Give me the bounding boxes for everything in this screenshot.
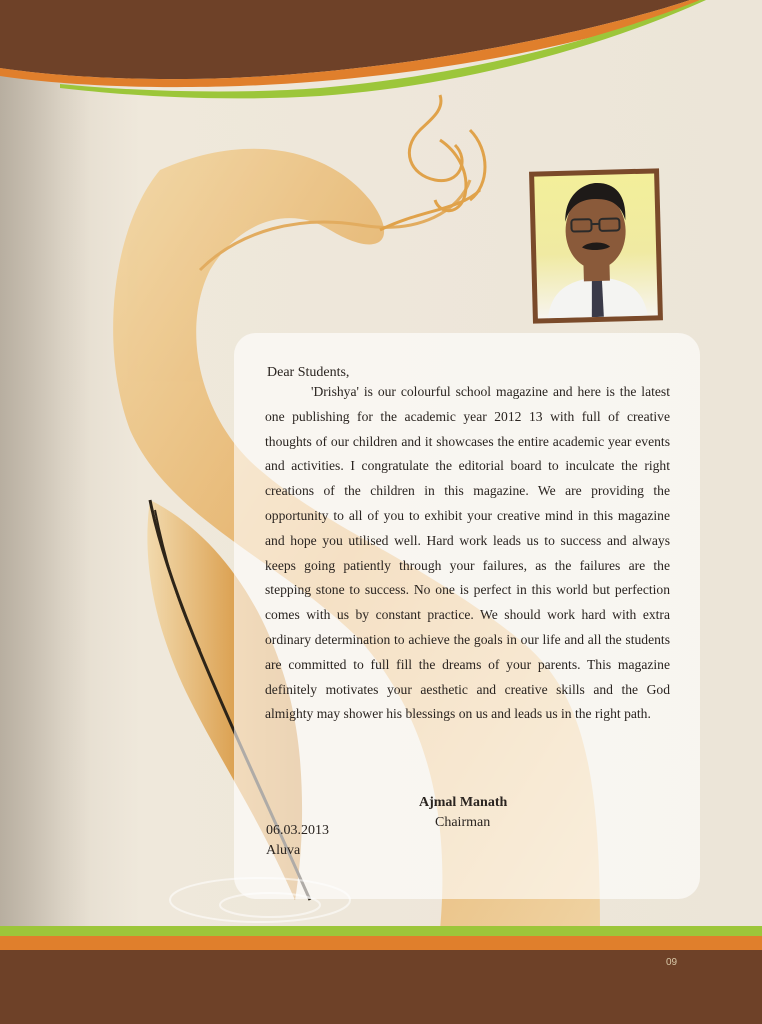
bottom-banner (0, 926, 762, 1024)
chairman-portrait (534, 173, 658, 318)
page-number: 09 (666, 957, 678, 968)
top-wave-banner (0, 0, 706, 98)
letter-body (265, 380, 670, 727)
letter-place: Aluva (266, 843, 301, 858)
signatory-title: Chairman (435, 815, 491, 830)
chairman-photo-frame (529, 168, 663, 323)
letter-greeting: Dear Students, (267, 365, 350, 380)
ornament-curl-icon (380, 95, 485, 230)
letter-body-text: 'Drishya' is our colourful school magazine and here is the latest one publishing for the academic year 2012 13 with full of creative thoughts of our children and it showcases the entire academic year events and activities. I congratulate the editorial board to inculcate the right creations of the children in this magazine. We are providing the opportunity to all of you to exhibit your creative mind in this magazine and hope you utilised well. Hard work leads us to success and always keeps going patiently through your failures, as the failures are the stepping stone to success. No one is perfect in this world but perfection comes with us by constant practice. We should work hard with extra ordinary determination to achieve the goals in our life and all the students are committed to full fill the dreams of your parents. This magazine definitely motivates your aesthetic and creative skills and the God almighty may shower his blessings on us and leads us in the right path. (265, 384, 670, 722)
portrait-figure-icon (534, 173, 658, 318)
signatory-name: Ajmal Manath (419, 795, 508, 810)
letter-date: 06.03.2013 (266, 823, 329, 838)
